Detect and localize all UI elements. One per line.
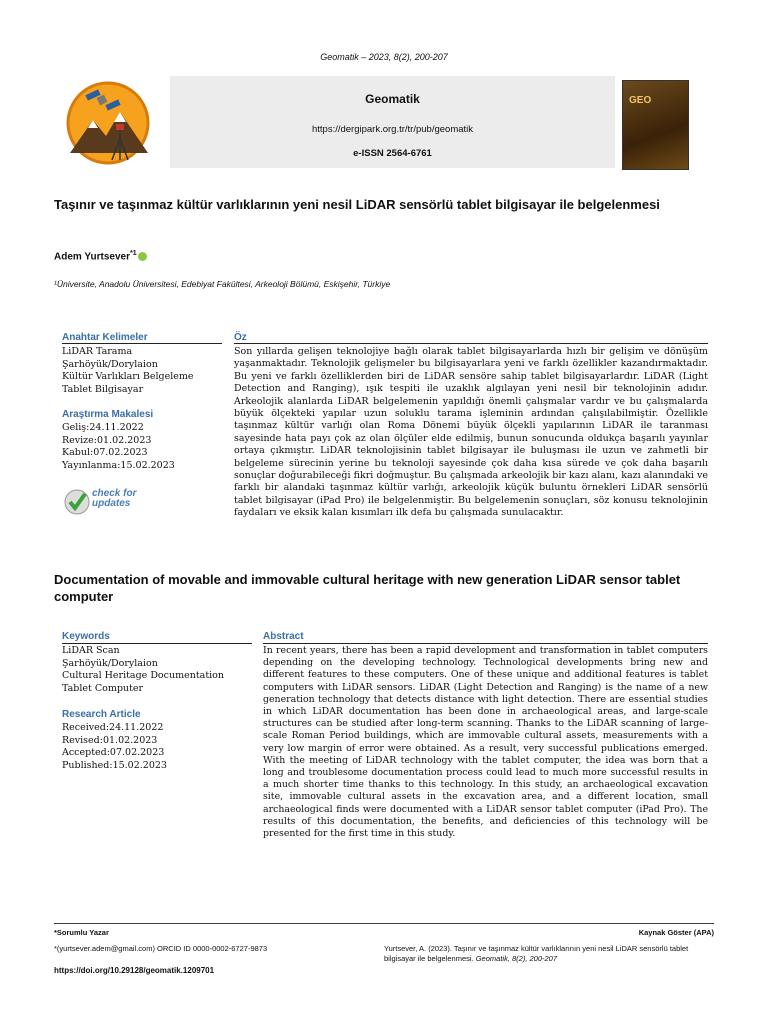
keyword-item: Cultural Heritage Documentation <box>62 670 225 681</box>
author-email-orcid: *(yurtsever.adem@gmail.com) ORCID ID 0000-0002-6727-9873 <box>54 944 268 953</box>
journal-citation-line: Geomatik – 2023, 8(2), 200-207 <box>320 52 448 62</box>
date-item: Kabul:07.02.2023 <box>62 447 148 458</box>
date-item: Accepted:07.02.2023 <box>62 747 165 758</box>
date-item: Yayınlanma:15.02.2023 <box>62 459 175 471</box>
citation-source: Geomatik, 8(2), 200-207 <box>473 954 558 963</box>
check-for-updates-badge[interactable] <box>64 484 144 520</box>
corresponding-author-label: *Sorumlu Yazar <box>54 928 109 937</box>
author-affiliation: ¹Üniversite, Anadolu Üniversitesi, Edebiyat Fakültesi, Arkeoloji Bölümü, Eskişehir, Türkiye <box>54 279 391 289</box>
citation-text <box>384 944 716 964</box>
keywords-rule-tr <box>62 343 222 344</box>
keywords-list-en <box>62 645 252 695</box>
keyword-item: Şarhöyük/Dorylaion <box>62 358 158 370</box>
abstract-heading-en: Abstract <box>263 631 304 642</box>
dates-list-en <box>62 722 222 772</box>
geomatik-logo <box>58 78 158 168</box>
footer-rule <box>54 923 714 924</box>
citation-main: Yurtsever, A. (2023). Taşınır ve taşınmaz kültür varlıklarının yeni nesil LiDAR sensörlü tablet bilgisayar ile belgelenmesi. <box>384 944 689 963</box>
orcid-icon[interactable] <box>138 252 147 261</box>
keyword-item: Tablet Computer <box>62 682 144 694</box>
keyword-item: Tablet Bilgisayar <box>62 383 144 395</box>
date-item: Published:15.02.2023 <box>62 759 167 771</box>
cite-heading: Kaynak Göster (APA) <box>638 928 714 937</box>
abstract-text-tr: Son yıllarda gelişen teknolojiye bağlı olarak tablet bilgisayarlarda hızlı bir gelişim ve dönüşüm yaşanmaktadır. Teknolojik gelişmeler bu bilgisayarlara yeni ve farklı özellikler kazandırmaktadır. Bu yeni ve farklı özelliklerden biri de LiDAR sensöre sahip tablet bilgisayarlardır. LiDAR (Light Detection and Ranging), ışık tespiti ile uzaklık algılayan yeni nesil bir teknolojinin adıdır. Arkeolojik alanlarda LiDAR belgelemenin yapıldığı önemli çalışmalar vardır ve bu çalışmalarda büyük ölçekteki yapılar uzun soluklu tarama işleminin ardından çalışılabilmiştir. Özellikle taşınmaz kültür varlığı olan Roma Dönemi büyük ölçekli yapılarının LiDAR ile taranması sayesinde hata payı çok az olan ölçüler elde edilmiş, bunun sonucunda oldukça başarılı yayınlar ortaya çıkmıştır. LiDAR teknolojisinin tablet bilgisayar ile buluşması ile uzun ve zahmetli bir belgeleme sürecinin yerine bu teknoloji sayesinde çok daha kısa sürede ve çok daha başarılı sonuçlar doğurabileceği fikri doğmuştur. Bu çalışmada arkeolojik bir kazı alanı, kazı alanındaki ve farklı bir alandaki taşınmaz kültür varlığı, arkeolojik küçük buluntu örnekleri LiDAR sensörlü tablet bilgisayar (iPad Pro) ile belgelenmiştir. Bu belgelemenin sonuçları, söz konusu teknolojinin faydaları ve eksik kalan kısımları ilk defa bu çalışmada sunulacaktır. <box>234 346 708 519</box>
cover-title: GEO <box>629 95 652 106</box>
check-updates-icon <box>64 484 90 518</box>
article-type-en: Research Article <box>62 709 141 720</box>
keyword-item: Kültür Varlıkları Belgeleme <box>62 371 194 382</box>
article-title-turkish: Taşınır ve taşınmaz kültür varlıklarının yeni nesil LiDAR sensörlü tablet bilgisayar ile belgelenmesi <box>54 197 660 212</box>
dates-list-tr <box>62 422 222 472</box>
keyword-item: LiDAR Tarama <box>62 346 133 357</box>
check-updates-line2: updates <box>92 498 131 509</box>
author-mark: *1 <box>129 250 137 257</box>
journal-url-link[interactable]: https://dergipark.org.tr/tr/pub/geomatik <box>311 124 474 135</box>
journal-cover-image <box>622 80 689 170</box>
date-item: Revised:01.02.2023 <box>62 734 158 746</box>
author-name: Adem Yurtsever <box>54 251 130 263</box>
journal-title: Geomatik <box>365 92 420 106</box>
article-type-tr: Araştırma Makalesi <box>62 409 154 420</box>
date-item: Received:24.11.2022 <box>62 722 164 733</box>
doi-link[interactable]: https://doi.org/10.29128/geomatik.1209701 <box>54 966 215 975</box>
keyword-item: LiDAR Scan <box>62 645 120 656</box>
author-line <box>54 250 147 262</box>
abstract-rule-tr <box>234 343 708 344</box>
journal-issn: e-ISSN 2564-6761 <box>353 148 432 159</box>
keyword-item: Şarhöyük/Dorylaion <box>62 657 158 669</box>
abstract-text-en: In recent years, there has been a rapid development and transformation in tablet computers depending on the developing technology. Technological developments bring new and different features to these computers. One of these unique and additional features is tablet computers with LiDAR sensors. LiDAR (Light Detection and Ranging) is the name of a new generation technology that detects distance with light detection. There are essential studies in which LiDAR documentation has been done in archaeological areas, and large-scale structures can be studied after long-term scanning. Thanks to the LiDAR scanning of large-scale Roman Period buildings, which are immovable cultural assets, measurements with a very low margin of error were obtained. As a result, very successful publications emerged. With the meeting of LiDAR technology with the tablet computer, the idea was born that a long and troublesome documentation process could lead to much more successful results in a much shorter time thanks to this technology. In this study, an archaeological excavation site, immovable cultural assets in the excavation area, and a different location, small archaeological finds were documented with a LiDAR sensor tablet computer (iPad Pro). The results of this documentation, the benefits, and deficiencies of this technology will be presented for the first time in this study. <box>263 645 708 840</box>
date-item: Geliş:24.11.2022 <box>62 422 144 433</box>
keywords-list-tr <box>62 346 222 396</box>
abstract-heading-tr: Öz <box>234 332 247 343</box>
check-updates-line1: check for <box>92 488 137 499</box>
keywords-heading-en: Keywords <box>62 631 110 642</box>
keywords-rule-en <box>62 643 252 644</box>
article-title-english: Documentation of movable and immovable cultural heritage with new generation LiDAR sensor tablet computer <box>54 572 681 604</box>
date-item: Revize:01.02.2023 <box>62 434 152 446</box>
keywords-heading-tr: Anahtar Kelimeler <box>62 332 148 343</box>
abstract-rule-en <box>263 643 708 644</box>
